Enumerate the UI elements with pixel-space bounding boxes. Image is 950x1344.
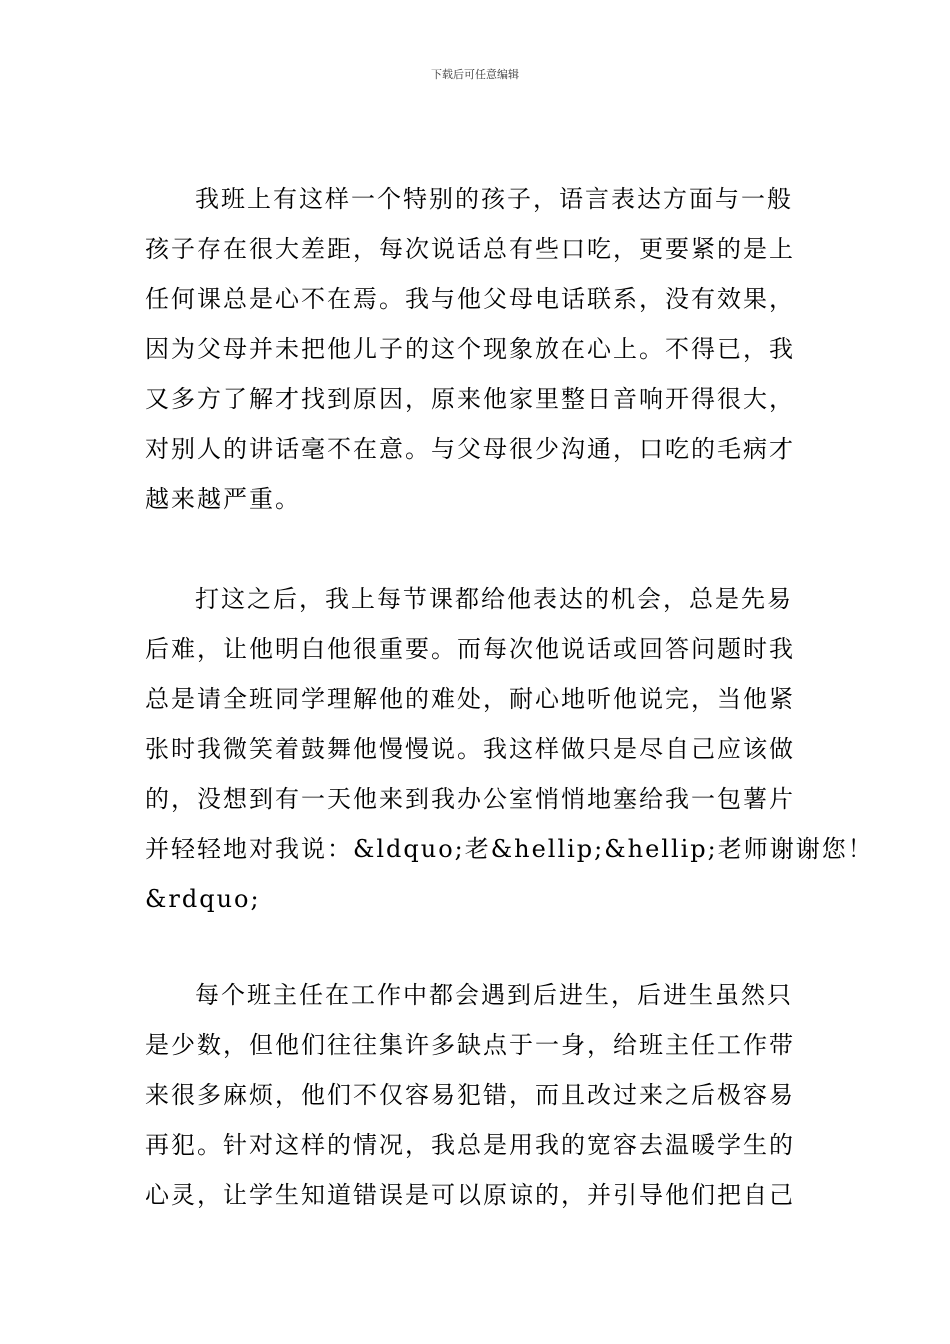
text-line: 因为父母并未把他儿子的这个现象放在心上。不得已，我 [145,335,795,363]
text-line: 后难，让他明白他很重要。而每次他说话或回答问题时我 [145,635,795,663]
paragraph-1 [145,174,825,524]
text-line: 越来越严重。 [145,485,301,513]
page-header: 下载后可任意编辑 [431,68,519,81]
text-line: 对别人的讲话毫不在意。与父母很少沟通，口吃的毛病才 [145,435,795,463]
text-line: 每个班主任在工作中都会遇到后进生，后进生虽然只 [195,981,793,1009]
text-line: 并轻轻地对我说：&ldquo;老&hellip;&hellip;老师谢谢您！ [145,835,874,863]
text-line: 是少数，但他们往往集许多缺点于一身，给班主任工作带 [145,1031,795,1059]
text-line: &rdquo; [145,885,261,913]
text-line: 任何课总是心不在焉。我与他父母电话联系，没有效果， [145,285,795,313]
text-line: 的，没想到有一天他来到我办公室悄悄地塞给我一包薯片 [145,785,795,813]
text-line: 我班上有这样一个特别的孩子，语言表达方面与一般 [195,185,793,213]
text-line: 心灵，让学生知道错误是可以原谅的，并引导他们把自己 [145,1181,795,1209]
paragraph-2 [145,574,874,924]
text-line: 总是请全班同学理解他的难处，耐心地听他说完，当他紧 [145,685,795,713]
text-line: 打这之后，我上每节课都给他表达的机会，总是先易 [195,585,793,613]
text-line: 又多方了解才找到原因，原来他家里整日音响开得很大， [145,385,795,413]
text-line: 再犯。针对这样的情况，我总是用我的宽容去温暖学生的 [145,1131,795,1159]
paragraph-3 [145,970,825,1220]
text-line: 张时我微笑着鼓舞他慢慢说。我这样做只是尽自己应该做 [145,735,795,763]
text-line: 来很多麻烦，他们不仅容易犯错，而且改过来之后极容易 [145,1081,795,1109]
text-line: 孩子存在很大差距，每次说话总有些口吃，更要紧的是上 [145,235,795,263]
